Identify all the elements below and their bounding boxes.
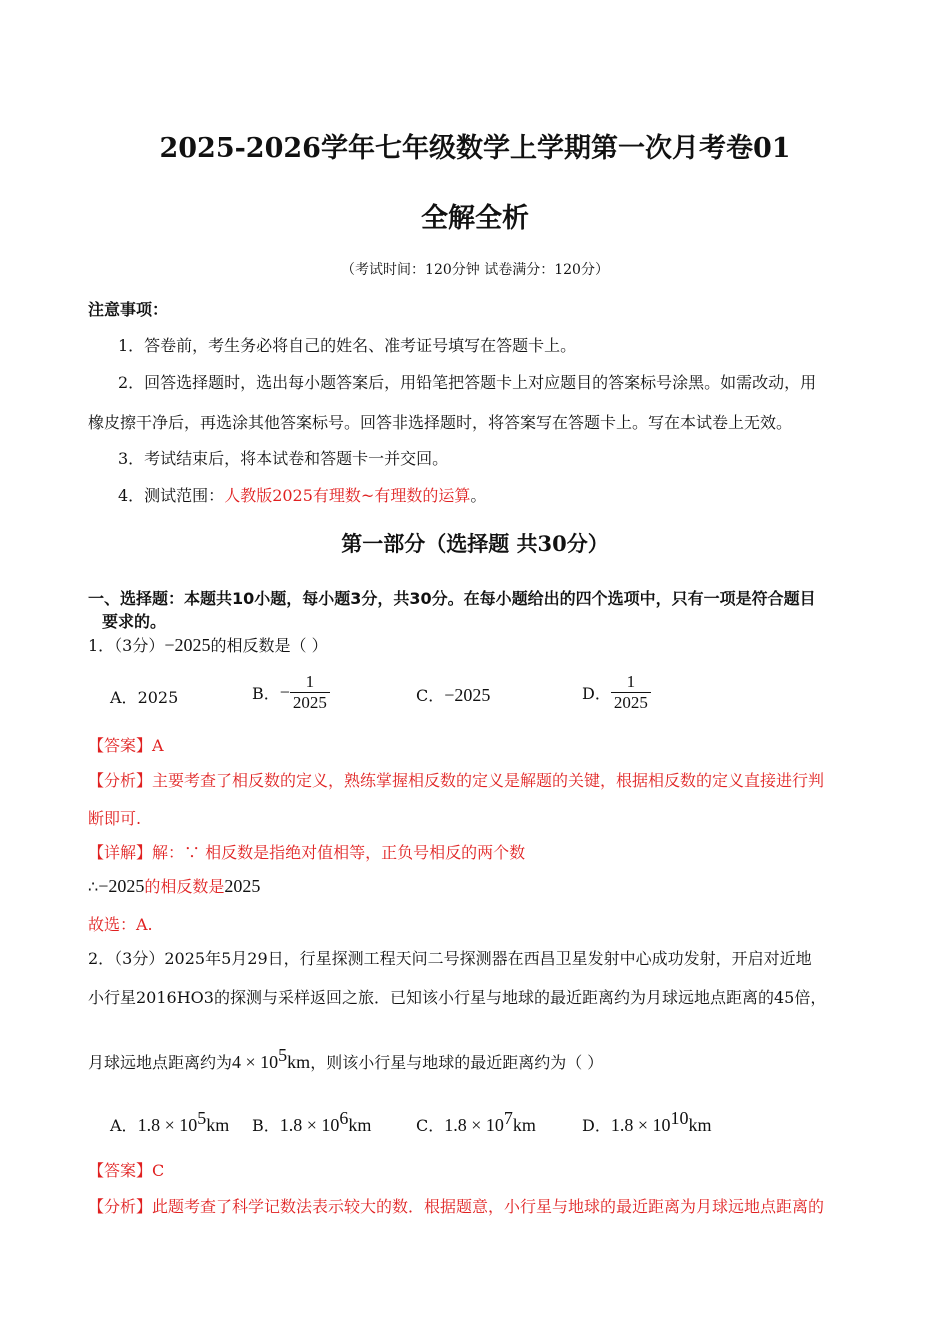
q2-option-a-exponent: 5 [197, 1108, 207, 1128]
q2-option-b-label: B． [252, 1116, 280, 1135]
q1-stem [88, 633, 328, 656]
part1-instruction-line1: 一、选择题：本题共10小题，每小题3分，共30分。在每小题给出的四个选项中，只有一项是符合题目 [88, 589, 816, 608]
q2-option-a-base: 1.8 × 10 [137, 1115, 198, 1135]
q2-option-d-base: 1.8 × 10 [610, 1115, 671, 1135]
q2-option-b-exponent: 6 [339, 1108, 349, 1128]
q2-stem-line3 [88, 1045, 603, 1073]
q2-option-b-base: 1.8 × 10 [279, 1115, 340, 1135]
notes-item-4 [118, 483, 486, 506]
q2-stem-line2: 小行星2016HO3的探测与采样返回之旅．已知该小行星与地球的最近距离约为月球远地点距离的45倍， [88, 988, 827, 1007]
notes-item-4-prefix: 4．测试范围： [118, 486, 225, 505]
q2-option-d-exponent: 10 [670, 1108, 689, 1128]
q2-option-b[interactable] [252, 1108, 371, 1136]
therefore-symbol: ∴ [88, 877, 99, 896]
q1-option-c-label: C． [416, 686, 445, 705]
q2-option-d-unit: km [688, 1115, 712, 1135]
q1-option-b-label: B． [252, 684, 280, 703]
q2-stem-math-unit: km [287, 1052, 311, 1072]
q1-option-d-label: D． [582, 684, 611, 703]
q1-option-b-numerator: 1 [290, 672, 330, 693]
q1-option-b-denominator: 2025 [292, 693, 327, 712]
q1-detail [88, 840, 525, 863]
q1-option-b-fraction [290, 672, 330, 713]
q2-option-d-label: D． [582, 1116, 611, 1135]
q2-option-a-label: A． [110, 1116, 138, 1135]
q1-answer-tag: 【答案】 [88, 736, 153, 755]
q2-stem-math-base: 4 × 10 [232, 1052, 279, 1072]
q1-answer-value: A [152, 736, 164, 755]
q1-analysis-line1 [88, 768, 824, 791]
q2-option-d[interactable] [582, 1108, 712, 1136]
exam-info: （考试时间：120分钟 试卷满分：120分） [341, 262, 609, 278]
q2-option-c-label: C． [416, 1116, 445, 1135]
q1-option-b[interactable] [252, 672, 330, 713]
q1-option-a[interactable] [110, 685, 178, 708]
notes-item-3: 3．考试结束后，将本试卷和答题卡一并交回。 [118, 449, 449, 468]
q1-stem-suffix: 的相反数是（ ） [210, 636, 328, 655]
q1-therefore-math2: 2025 [224, 876, 261, 896]
q1-detail-tag: 【详解】 [88, 843, 153, 862]
q2-analysis-text: 此题考查了科学记数法表示较大的数．根据题意，小行星与地球的最近距离为月球远地点距离的 [152, 1197, 825, 1216]
q1-option-d-numerator: 1 [611, 672, 651, 693]
q1-option-c[interactable] [416, 683, 490, 706]
q2-option-c-unit: km [512, 1115, 536, 1135]
notes-item-2-line2: 橡皮擦干净后，再选涂其他答案标号。回答非选择题时，将答案写在答题卡上。写在本试卷上无效。 [88, 413, 793, 432]
q1-therefore-math1: −2025 [98, 876, 145, 896]
q2-stem-line3-suffix: ，则该小行星与地球的最近距离约为（ ） [310, 1053, 604, 1072]
q2-option-a-unit: km [206, 1115, 230, 1135]
notes-item-4-suffix: 。 [470, 486, 487, 505]
q2-answer-value: C [152, 1161, 165, 1180]
q2-option-b-unit: km [348, 1115, 372, 1135]
notes-heading: 注意事项： [88, 300, 169, 319]
q1-option-d-fraction [611, 672, 651, 713]
q1-therefore-text: 的相反数是 [144, 877, 225, 896]
q1-stem-math: −2025 [164, 635, 211, 655]
q1-option-d[interactable] [582, 672, 651, 713]
notes-item-1: 1．答卷前，考生务必将自己的姓名、准考证号填写在答题卡上。 [118, 336, 577, 355]
page-subtitle: 全解全析 [421, 203, 529, 234]
q1-answer [88, 733, 164, 756]
q2-option-c[interactable] [416, 1108, 536, 1136]
q1-conclusion: 故选：A. [88, 915, 153, 934]
q1-option-c-value: −2025 [444, 685, 491, 705]
q2-option-c-exponent: 7 [503, 1108, 513, 1128]
q1-therefore [88, 874, 260, 897]
q2-answer-tag: 【答案】 [88, 1161, 153, 1180]
q2-option-a[interactable] [110, 1108, 229, 1136]
q1-option-b-sign: − [279, 682, 290, 702]
q2-stem-line3-prefix: 月球远地点距离约为 [88, 1053, 233, 1072]
q2-stem-line1: 2．（3分）2025年5月29日，行星探测工程天问二号探测器在西昌卫星发射中心成功发射，开启对近地 [88, 949, 812, 968]
page-title: 2025-2026学年七年级数学上学期第一次月考卷01 [159, 133, 791, 164]
part1-title: 第一部分（选择题 共30分） [341, 531, 609, 556]
notes-item-4-range: 人教版2025有理数~有理数的运算 [224, 486, 471, 505]
q1-option-d-denominator: 2025 [613, 693, 648, 712]
q1-analysis-tag: 【分析】 [88, 771, 153, 790]
notes-item-2-line1: 2．回答选择题时，选出每小题答案后，用铅笔把答题卡上对应题目的答案标号涂黑。如需改动，用 [118, 373, 817, 392]
q2-analysis-line1 [88, 1194, 824, 1217]
q1-option-a-value: 2025 [137, 688, 179, 707]
q1-analysis-line2: 断即可. [88, 809, 142, 828]
q1-stem-prefix: 1．（3分） [88, 636, 165, 655]
q1-detail-text: 解：∵ 相反数是指绝对值相等，正负号相反的两个数 [152, 843, 526, 862]
q2-option-c-base: 1.8 × 10 [444, 1115, 504, 1135]
part1-instruction-line2: 要求的。 [102, 612, 167, 631]
q2-analysis-tag: 【分析】 [88, 1197, 153, 1216]
q1-option-a-label: A． [110, 688, 138, 707]
q2-stem-math-exponent: 5 [278, 1045, 288, 1065]
q1-analysis-text: 主要考查了相反数的定义，熟练掌握相反数的定义是解题的关键，根据相反数的定义直接进行判 [152, 771, 825, 790]
q2-answer [88, 1158, 164, 1181]
